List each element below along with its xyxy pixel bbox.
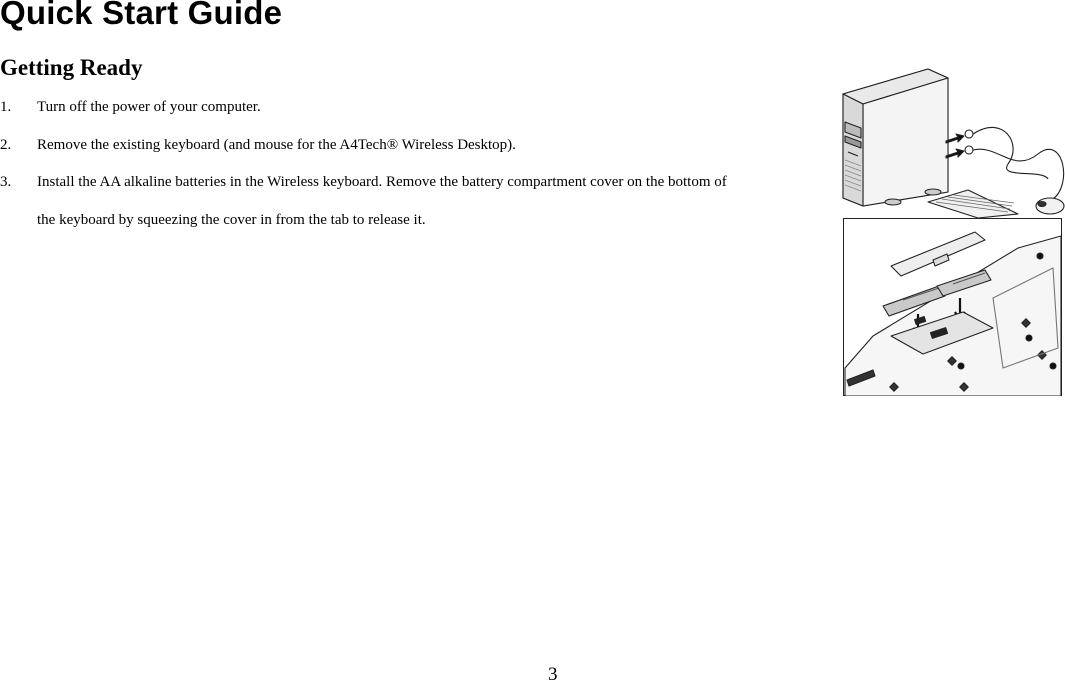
step-text: Install the AA alkaline batteries in the Wireless keyboard. Remove the battery compartment cover on the bottom of	[37, 174, 727, 190]
step-text: Turn off the power of your computer.	[37, 99, 261, 115]
section-heading: Getting Ready	[0, 55, 143, 80]
step-number: 3.	[0, 174, 12, 190]
step-3-continuation: the keyboard by squeezing the cover in from the tab to release it.	[37, 212, 426, 228]
step-number: 1.	[0, 99, 12, 115]
battery-install-illustration	[843, 218, 1062, 396]
pc-setup-illustration	[838, 64, 1065, 218]
step-number: 2.	[0, 137, 12, 153]
step-text: Remove the existing keyboard (and mouse for the A4Tech® Wireless Desktop).	[37, 137, 516, 153]
keyboard	[928, 190, 1018, 218]
page-title: Quick Start Guide	[0, 0, 283, 31]
page-number: 3	[548, 664, 558, 685]
